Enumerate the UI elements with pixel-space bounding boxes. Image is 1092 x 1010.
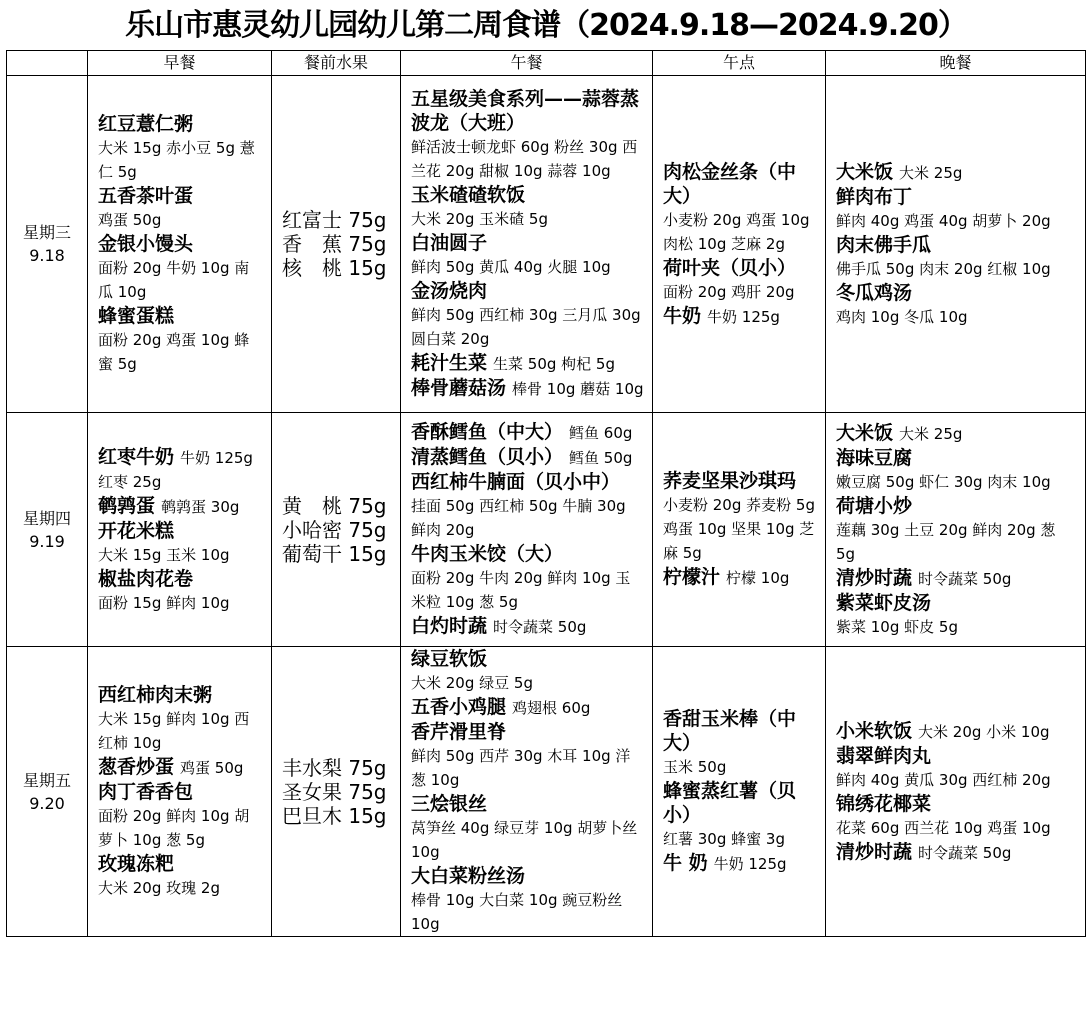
dish-name xyxy=(411,542,644,566)
dish-ingredients: 鳕鱼 60g xyxy=(569,424,633,442)
dish-title: 棒骨蘑菇汤 xyxy=(411,377,507,399)
dish-name xyxy=(411,470,644,494)
breakfast-cell xyxy=(88,413,272,647)
dish-title: 椒盐肉花卷 xyxy=(98,567,194,590)
dish-ingredients: 时令蔬菜 50g xyxy=(493,618,587,636)
ingredients-line: 玉米 50g xyxy=(663,758,727,776)
ingredients-line: 大米 20g 玉米碴 5g xyxy=(411,210,548,228)
header-row xyxy=(7,51,1086,76)
ingredients-line: 面粉 20g 牛奶 10g 南瓜 10g xyxy=(98,259,250,301)
dish-name xyxy=(98,755,263,780)
snack-cell xyxy=(653,413,826,647)
dish-title: 五香茶叶蛋 xyxy=(98,185,194,207)
dish-ingredients: 大米 25g xyxy=(899,163,963,182)
dish-name xyxy=(663,160,817,208)
dish-title: 荷塘小炒 xyxy=(836,494,913,517)
dish-title: 五香小鸡腿 xyxy=(411,696,507,718)
fruit-item: 小哈密 75g xyxy=(282,517,387,542)
dish-title: 西红柿牛腩面（贝小中） xyxy=(411,471,621,493)
dish-title: 牛肉玉米饺（大） xyxy=(411,543,564,565)
dish-title: 红豆薏仁粥 xyxy=(98,113,194,135)
date-label: 9.20 xyxy=(29,793,65,813)
breakfast-cell xyxy=(88,647,272,937)
dish-name xyxy=(836,494,1077,518)
dish-title: 香甜玉米棒（中大） xyxy=(663,708,797,754)
header-snack: 午点 xyxy=(653,51,826,76)
dish-name xyxy=(98,852,263,876)
dish-name xyxy=(836,792,1077,816)
ingredients-line: 面粉 20g 鸡蛋 10g 蜂蜜 5g xyxy=(98,331,250,373)
ingredients-line: 鲜肉 40g 黄瓜 30g 西红柿 20g xyxy=(836,770,1051,789)
dish-title: 锦绣花椰菜 xyxy=(836,792,932,815)
dish-name xyxy=(98,780,263,804)
fruit-item: 丰水梨 75g xyxy=(282,755,387,780)
dish-name xyxy=(836,744,1077,768)
ingredients-line: 鸡肉 10g 冬瓜 10g xyxy=(836,307,968,326)
day-row-wed xyxy=(7,76,1086,413)
dish-title: 开花米糕 xyxy=(98,519,175,542)
dish-name xyxy=(411,792,644,816)
dish-title: 清蒸鳕鱼（贝小） xyxy=(411,446,564,468)
dish-title: 香芹滑里脊 xyxy=(411,721,507,743)
lunch-cell xyxy=(401,76,653,413)
dish-title: 耗汁生菜 xyxy=(411,352,488,374)
ingredients-line: 面粉 20g 鸡肝 20g xyxy=(663,282,795,301)
dish-title: 冬瓜鸡汤 xyxy=(836,281,913,304)
ingredients-line: 小麦粉 20g 鸡蛋 10g 肉松 10g 芝麻 2g xyxy=(663,210,810,253)
dish-name xyxy=(98,519,263,543)
dish-name xyxy=(663,256,817,280)
ingredients-line: 莲藕 30g 土豆 20g 鲜肉 20g 葱 5g xyxy=(836,520,1056,563)
ingredients-line: 鲜肉 50g 西红柿 30g 三月瓜 30g 圆白菜 20g xyxy=(411,306,641,348)
dish-ingredients: 牛奶 125g xyxy=(180,448,253,467)
dish-name xyxy=(836,233,1077,257)
dish-title: 香酥鳕鱼（中大） xyxy=(411,421,564,443)
dish-title: 西红柿肉末粥 xyxy=(98,684,213,706)
dish-name xyxy=(411,87,644,135)
dish-name xyxy=(836,566,1077,591)
header-lunch: 午餐 xyxy=(401,51,653,76)
dish-title: 大米饭 xyxy=(836,160,894,183)
dish-title: 荞麦坚果沙琪玛 xyxy=(663,470,797,492)
ingredients-line: 红薯 30g 蜂蜜 3g xyxy=(663,830,785,848)
ingredients-line: 鲜肉 50g 黄瓜 40g 火腿 10g xyxy=(411,258,611,276)
ingredients-line: 面粉 20g 鲜肉 10g 胡萝卜 10g 葱 5g xyxy=(98,807,250,849)
dish-name xyxy=(663,565,817,590)
dish-name xyxy=(411,695,644,720)
dish-title: 海味豆腐 xyxy=(836,446,913,469)
dish-title: 肉松金丝条（中大） xyxy=(663,160,797,207)
fruit-cell xyxy=(272,413,401,647)
dish-name xyxy=(411,614,644,639)
dish-ingredients: 生菜 50g 枸杞 5g xyxy=(493,355,615,373)
dish-ingredients: 柠檬 10g xyxy=(726,569,790,587)
ingredients-line: 小麦粉 20g 荞麦粉 5g 鸡蛋 10g 坚果 10g 芝麻 5g xyxy=(663,496,815,562)
dish-title: 牛 奶 xyxy=(663,852,708,874)
dish-name xyxy=(836,160,1077,185)
ingredients-line: 棒骨 10g 大白菜 10g 豌豆粉丝 10g xyxy=(411,891,623,933)
fruit-item: 巴旦木 15g xyxy=(282,803,387,828)
dinner-cell xyxy=(826,76,1086,413)
lunch-cell xyxy=(401,647,653,937)
dish-title: 玉米碴碴软饭 xyxy=(411,184,526,206)
snack-cell xyxy=(653,76,826,413)
ingredients-line: 佛手瓜 50g 肉末 20g 红椒 10g xyxy=(836,259,1051,278)
dish-title: 白油圆子 xyxy=(411,232,488,254)
ingredients-line: 大米 15g 赤小豆 5g 薏仁 5g xyxy=(98,139,255,181)
dish-name xyxy=(411,376,644,401)
ingredients-line: 红枣 25g xyxy=(98,472,162,491)
dish-ingredients: 牛奶 125g xyxy=(707,307,780,326)
weekday-label: 星期四 xyxy=(22,508,71,528)
dish-name xyxy=(98,494,263,519)
dish-title: 肉丁香香包 xyxy=(98,781,194,803)
ingredients-line: 面粉 20g 牛肉 20g 鲜肉 10g 玉米粒 10g 葱 5g xyxy=(411,569,631,611)
dish-title: 荷叶夹（贝小） xyxy=(663,256,797,279)
ingredients-line: 紫菜 10g 虾皮 5g xyxy=(836,617,958,636)
header-fruit: 餐前水果 xyxy=(272,51,401,76)
dish-title: 肉末佛手瓜 xyxy=(836,233,932,256)
dish-name xyxy=(663,707,817,755)
dinner-cell xyxy=(826,647,1086,937)
dish-ingredients: 鹌鹑蛋 30g xyxy=(161,497,240,516)
dish-title: 五星级美食系列——蒜蓉蒸波龙（大班） xyxy=(411,88,640,134)
fruit-item: 香 蕉 75g xyxy=(282,232,387,256)
dish-name xyxy=(98,567,263,591)
header-breakfast: 早餐 xyxy=(88,51,272,76)
dinner-cell xyxy=(826,413,1086,647)
dish-title: 金汤烧肉 xyxy=(411,280,488,302)
ingredients-line: 大米 15g 鲜肉 10g 西红柿 10g xyxy=(98,710,250,752)
dish-ingredients: 大米 25g xyxy=(899,424,963,443)
dish-name xyxy=(98,184,263,208)
ingredients-line: 大米 20g 绿豆 5g xyxy=(411,674,533,692)
dish-name xyxy=(663,469,817,493)
dish-title: 三烩银丝 xyxy=(411,793,488,815)
dish-name xyxy=(411,445,644,470)
dish-name xyxy=(836,281,1077,305)
dish-ingredients: 大米 20g 小米 10g xyxy=(918,722,1050,741)
menu-table xyxy=(6,50,1086,937)
fruit-item: 核 桃 15g xyxy=(282,256,387,280)
dish-name xyxy=(411,720,644,744)
ingredients-line: 鲜肉 40g 鸡蛋 40g 胡萝卜 20g xyxy=(836,211,1051,230)
dish-name xyxy=(836,185,1077,209)
ingredients-line: 大米 15g 玉米 10g xyxy=(98,545,230,564)
dish-ingredients: 棒骨 10g 蘑菇 10g xyxy=(512,380,644,398)
dish-name xyxy=(663,304,817,329)
ingredients-line: 嫩豆腐 50g 虾仁 30g 肉末 10g xyxy=(836,472,1051,491)
dish-name xyxy=(411,279,644,303)
dish-name xyxy=(411,420,644,445)
day-cell xyxy=(7,413,88,647)
dish-name xyxy=(98,304,263,328)
dish-title: 紫菜虾皮汤 xyxy=(836,591,932,614)
dish-title: 白灼时蔬 xyxy=(411,615,488,637)
dish-name xyxy=(411,647,644,671)
dish-ingredients: 牛奶 125g xyxy=(713,855,787,873)
dish-name xyxy=(663,779,817,827)
dish-name xyxy=(98,683,263,707)
dish-name xyxy=(411,351,644,376)
dish-ingredients: 时令蔬菜 50g xyxy=(918,843,1012,862)
fruit-item: 黄 桃 75g xyxy=(282,493,387,518)
dish-title: 清炒时蔬 xyxy=(836,840,913,863)
dish-ingredients: 鸡翅根 60g xyxy=(512,699,591,717)
dish-title: 红枣牛奶 xyxy=(98,445,175,468)
dish-title: 牛奶 xyxy=(663,304,702,327)
fruit-item: 红富士 75g xyxy=(282,208,387,232)
date-label: 9.19 xyxy=(29,531,65,551)
dish-ingredients: 鸡蛋 50g xyxy=(180,759,244,777)
header-corner xyxy=(7,51,88,76)
dish-title: 鲜肉布丁 xyxy=(836,185,913,208)
dish-title: 蜂蜜蛋糕 xyxy=(98,305,175,327)
ingredients-line: 鲜肉 50g 西芹 30g 木耳 10g 洋葱 10g xyxy=(411,747,631,789)
fruit-item: 圣女果 75g xyxy=(282,779,387,804)
lunch-cell xyxy=(401,413,653,647)
dish-title: 玫瑰冻粑 xyxy=(98,853,175,875)
day-row-fri xyxy=(7,647,1086,937)
dish-title: 大白菜粉丝汤 xyxy=(411,865,526,887)
dish-name xyxy=(836,591,1077,615)
dish-name xyxy=(98,445,263,470)
fruit-cell xyxy=(272,76,401,413)
ingredients-line: 鲜活波士顿龙虾 60g 粉丝 30g 西兰花 20g 甜椒 10g 蒜蓉 10g xyxy=(411,138,638,180)
ingredients-line: 莴笋丝 40g 绿豆芽 10g 胡萝卜丝 10g xyxy=(411,819,638,861)
snack-cell xyxy=(653,647,826,937)
dish-title: 金银小馒头 xyxy=(98,233,194,255)
dish-title: 清炒时蔬 xyxy=(836,566,913,589)
header-dinner: 晚餐 xyxy=(826,51,1086,76)
dish-title: 葱香炒蛋 xyxy=(98,756,175,778)
ingredients-line: 挂面 50g 西红柿 50g 牛腩 30g 鲜肉 20g xyxy=(411,497,626,539)
dish-ingredients: 时令蔬菜 50g xyxy=(918,569,1012,588)
day-row-thu xyxy=(7,413,1086,647)
dish-name xyxy=(836,421,1077,446)
dish-name xyxy=(98,112,263,136)
dish-name xyxy=(411,864,644,888)
day-cell xyxy=(7,76,88,413)
dish-name xyxy=(836,719,1077,744)
dish-title: 小米软饭 xyxy=(836,719,913,742)
dish-title: 绿豆软饭 xyxy=(411,648,488,670)
fruit-cell xyxy=(272,647,401,937)
dish-name xyxy=(836,840,1077,865)
fruit-item: 葡萄干 15g xyxy=(282,541,387,566)
ingredients-line: 面粉 15g 鲜肉 10g xyxy=(98,593,230,612)
ingredients-line: 大米 20g 玫瑰 2g xyxy=(98,879,220,897)
dish-title: 鹌鹑蛋 xyxy=(98,494,156,517)
breakfast-cell xyxy=(88,76,272,413)
dish-title: 柠檬汁 xyxy=(663,566,721,588)
dish-name xyxy=(98,232,263,256)
ingredients-line: 鸡蛋 50g xyxy=(98,211,162,229)
date-label: 9.18 xyxy=(29,246,65,265)
dish-name xyxy=(411,231,644,255)
dish-name xyxy=(663,851,817,876)
dish-name xyxy=(411,183,644,207)
dish-name xyxy=(836,446,1077,470)
day-cell xyxy=(7,647,88,937)
weekday-label: 星期五 xyxy=(22,770,71,790)
page-title: 乐山市惠灵幼儿园幼儿第二周食谱（2024.9.18—2024.9.20） xyxy=(125,8,967,43)
dish-title: 蜂蜜蒸红薯（贝小） xyxy=(663,780,797,826)
dish-title: 大米饭 xyxy=(836,421,894,444)
ingredients-line: 花菜 60g 西兰花 10g 鸡蛋 10g xyxy=(836,818,1051,837)
dish-title: 翡翠鲜肉丸 xyxy=(836,744,932,767)
weekday-label: 星期三 xyxy=(22,223,71,242)
dish-ingredients: 鳕鱼 50g xyxy=(569,449,633,467)
